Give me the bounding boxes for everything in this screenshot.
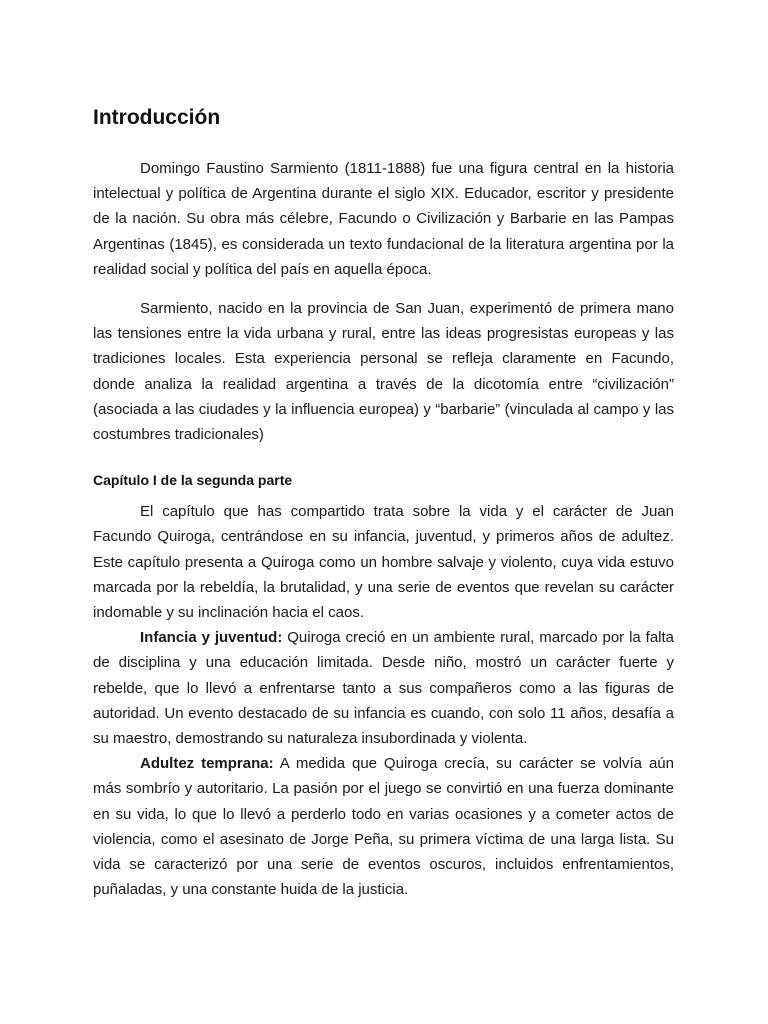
adultez-lead: Adultez temprana:	[140, 755, 274, 773]
section-heading: Capítulo I de la segunda parte	[93, 472, 293, 489]
adultez-text: A medida que Quiroga crecía, su carácter se volvía aún más sombrío y autoritario. La pasión por el juego se convirtió en una fuerza dominante en su vida, lo que lo llevó a perderlo todo en varias ocasiones y a cometer actos de violencia, como el asesinato de Jorge Peña, su primera víctima de una larga lista. Su vida se caracterizó por una serie de eventos oscuros, incluidos enfrentamientos, puñaladas, y una constante huida de la justicia.	[93, 755, 674, 899]
document-title: Introducción	[93, 106, 221, 129]
section-paragraph: El capítulo que has compartido trata sobre la vida y el carácter de Juan Facundo Quiroga, centrándose en su infancia, juventud, y primeros años de adultez. Este capítulo presenta a Quiroga como un hombre salvaje y violento, cuya vida estuvo marcada por la rebeldía, la brutalidad, y una serie de eventos que revelan su carácter indomable y su inclinación hacia el caos.	[93, 503, 674, 622]
adultez-paragraph	[93, 751, 674, 902]
infancia-lead: Infancia y juventud:	[140, 629, 283, 647]
intro-paragraph-1: Domingo Faustino Sarmiento (1811-1888) fue una figura central en la historia intelectual y política de Argentina durante el siglo XIX. Educador, escritor y presidente de la nación. Su obra más célebre, Facundo o Civilización y Barbarie en las Pampas Argentinas (1845), es considerada un texto fundacional de la literatura argentina por la realidad social y política del país en aquella época.	[93, 160, 674, 278]
document-page	[93, 104, 674, 902]
infancia-text: Quiroga creció en un ambiente rural, marcado por la falta de disciplina y una educación limitada. Desde niño, mostró un carácter fuerte y rebelde, que lo llevó a enfrentarse tanto a sus compañeros como a las figuras de autoridad. Un evento destacado de su infancia es cuando, con solo 11 años, desafía a su maestro, demostrando su naturaleza insubordinada y violenta.	[93, 629, 675, 748]
intro-paragraph-2: Sarmiento, nacido en la provincia de San Juan, experimentó de primera mano las tensiones entre la vida urbana y rural, entre las ideas progresistas europeas y las tradiciones locales. Esta experiencia personal se refleja claramente en Facundo, donde analiza la realidad argentina a través de la dicotomía entre “civilización” (asociada a las ciudades y la influencia europea) y “barbarie” (vinculada al campo y las costumbres tradicionales)	[93, 300, 674, 444]
infancia-paragraph	[93, 625, 674, 751]
